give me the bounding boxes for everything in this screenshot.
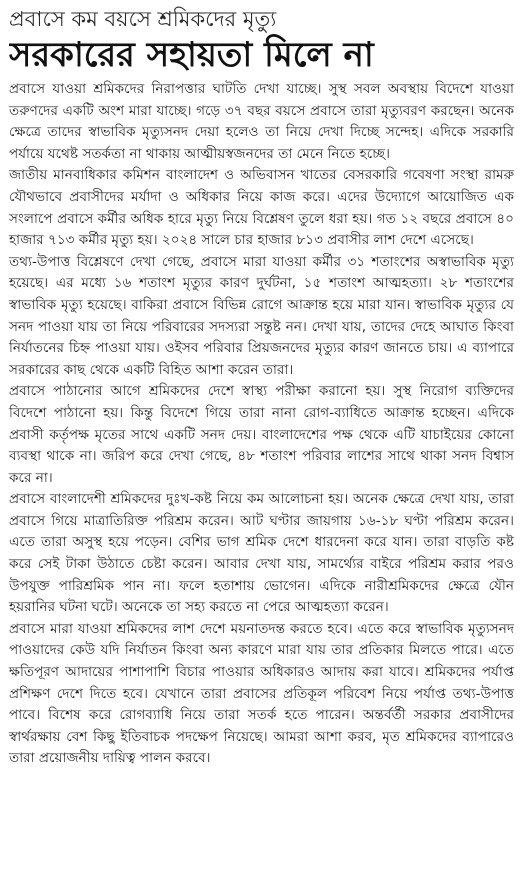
article-body: [9, 79, 514, 770]
article-kicker: প্রবাসে কম বয়সে শ্রমিকদের মৃত্যু: [9, 7, 277, 31]
article-paragraph: প্রবাসে যাওয়া শ্রমিকদের নিরাপত্তার ঘাটতি দেখা যাচ্ছে। সুস্থ সবল অবস্থায় বিদেশে যাওয়া তরুণদের একটি অংশ মারা যাচ্ছে। গড়ে ৩৭ বছর বয়সে প্রবাসে তারা মৃত্যুবরণ করছেন। অনেক ক্ষেত্রে তাদের স্বাভাবিক মৃত্যুসনদ দেয়া হলেও তা নিয়ে দেখা দিচ্ছে সন্দেহ। এদিকে সরকারি পর্যায়ে যথেষ্ট সতর্কতা না থাকায় আত্মীয়স্বজনদের তা মেনে নিতে হচ্ছে।: [9, 81, 514, 162]
article-paragraph: প্রবাসে পাঠানোর আগে শ্রমিকদের দেশে স্বাস্থ্য পরীক্ষা করানো হয়। সুস্থ নিরোগ ব্যক্তিদের বিদেশে পাঠানো হয়। কিন্তু বিদেশে গিয়ে তারা নানা রোগ-ব্যাধিতে আক্রান্ত হচ্ছেন। এদিকে প্রবাসী কর্তৃপক্ষ মৃতের সাথে একটি সনদ দেয়। বাংলাদেশের পক্ষ থেকে এটি যাচাইয়ের কোনো ব্যবস্থা থাকে না। জরিপ করে দেখা গেছে, ৪৮ শতাংশ পরিবার লাশের সাথে থাকা সনদ বিশ্বাস করে না।: [9, 383, 514, 486]
article-paragraph: জাতীয় মানবাধিকার কমিশন বাংলাদেশ ও অভিবাসন খাতের বেসরকারি গবেষণা সংস্থা রামরু যৌথভাবে প্রবাসীদের মর্যাদা ও অধিকার নিয়ে কাজ করে। এদের উদ্যোগে আয়োজিত এক সংলাপে প্রবাসে কর্মীর অধিক হারে মৃত্যু নিয়ে বিশ্লেষণ তুলে ধরা হয়। গত ১২ বছরে প্রবাসে ৪০ হাজার ৭১৩ কর্মীর মৃত্যু হয়। ২০২৪ সালে চার হাজার ৮১৩ প্রবাসীর লাশ দেশে এসেছে।: [9, 167, 514, 249]
article-paragraph: প্রবাসে বাংলাদেশী শ্রমিকদের দুঃখ-কষ্ট নিয়ে কম আলোচনা হয়। অনেক ক্ষেত্রে দেখা যায়, তারা প্রবাসে গিয়ে মাত্রাতিরিক্ত পরিশ্রম করেন। আট ঘণ্টার জায়গায় ১৬-১৮ ঘণ্টা পরিশ্রম করেন। এতে তারা অসুস্থ হয়ে পড়েন। বেশির ভাগ শ্রমিক দেশে ধারদেনা করে যান। তারা বাড়তি কষ্ট করে সেই টাকা উঠাতে চেষ্টা করেন। আবার দেখা যায়, সামর্থ্যের বাইরে পরিশ্রম করার পরও উপযুক্ত পারিশ্রমিক পান না। ফলে হতাশায় ভোগেন। এদিকে নারীশ্রমিকদের ক্ষেত্রে যৌন হয়রানির ঘটনা ঘটে। অনেকে তা সহ্য করতে না পেরে আত্মহত্যা করেন।: [9, 491, 514, 616]
article-paragraph: প্রবাসে মারা যাওয়া শ্রমিকদের লাশ দেশে ময়নাতদন্ত করতে হবে। এতে করে স্বাভাবিক মৃত্যুসনদ পাওয়াদের কেউ যদি নির্যাতন কিংবা অন্য কারণে মারা যায় তার প্রতিকার মিলতে পারে। এতে ক্ষতিপূরণ আদায়ের পাশাপাশি বিচার পাওয়ার অধিকারও আদায় করা যাবে। শ্রমিকদের পর্যাপ্ত প্রশিক্ষণ দেশে দিতে হবে। যেখানে তারা প্রবাসের প্রতিকূল পরিবেশ নিয়ে পর্যাপ্ত তথ্য-উপাত্ত পাবে। বিশেষ করে রোগব্যাধি নিয়ে তারা সতর্ক হতে পারেন। অন্তর্বর্তী সরকার প্রবাসীদের স্বার্থরক্ষায় বেশ কিছু ইতিবাচক পদক্ষেপ নিয়েছে। আমরা আশা করব, মৃত শ্রমিকদের ব্যাপারেও তারা প্রয়োজনীয় দায়িত্ব পালন করবে।: [9, 620, 514, 767]
article-headline: সরকারের সহায়তা মিলে না: [9, 35, 374, 75]
article-paragraph: তথ্য-উপাত্ত বিশ্লেষণে দেখা গেছে, প্রবাসে মারা যাওয়া কর্মীর ৩১ শতাংশের অস্বাভাবিক মৃত্যু হয়েছে। এর মধ্যে ১৬ শতাংশ মৃত্যুর কারণ দুর্ঘটনা, ১৫ শতাংশ আত্মহত্যা। ২৮ শতাংশের স্বাভাবিক মৃত্যু হয়েছে। বাকিরা প্রবাসে বিভিন্ন রোগে আক্রান্ত হয়ে মারা যান। স্বাভাবিক মৃত্যুর যে সনদ পাওয়া যায় তা নিয়ে পরিবারের সদস্যরা সন্তুষ্ট নন। দেখা যায়, তাদের দেহে আঘাত কিংবা নির্যাতনের চিহ্ন পাওয়া যায়। ওইসব পরিবার প্রিয়জনদের মৃত্যুর কারণ জানতে চায়। এ ব্যাপারে সরকারের কাছ থেকে একটি বিহিত আশা করেন তারা।: [9, 253, 514, 378]
